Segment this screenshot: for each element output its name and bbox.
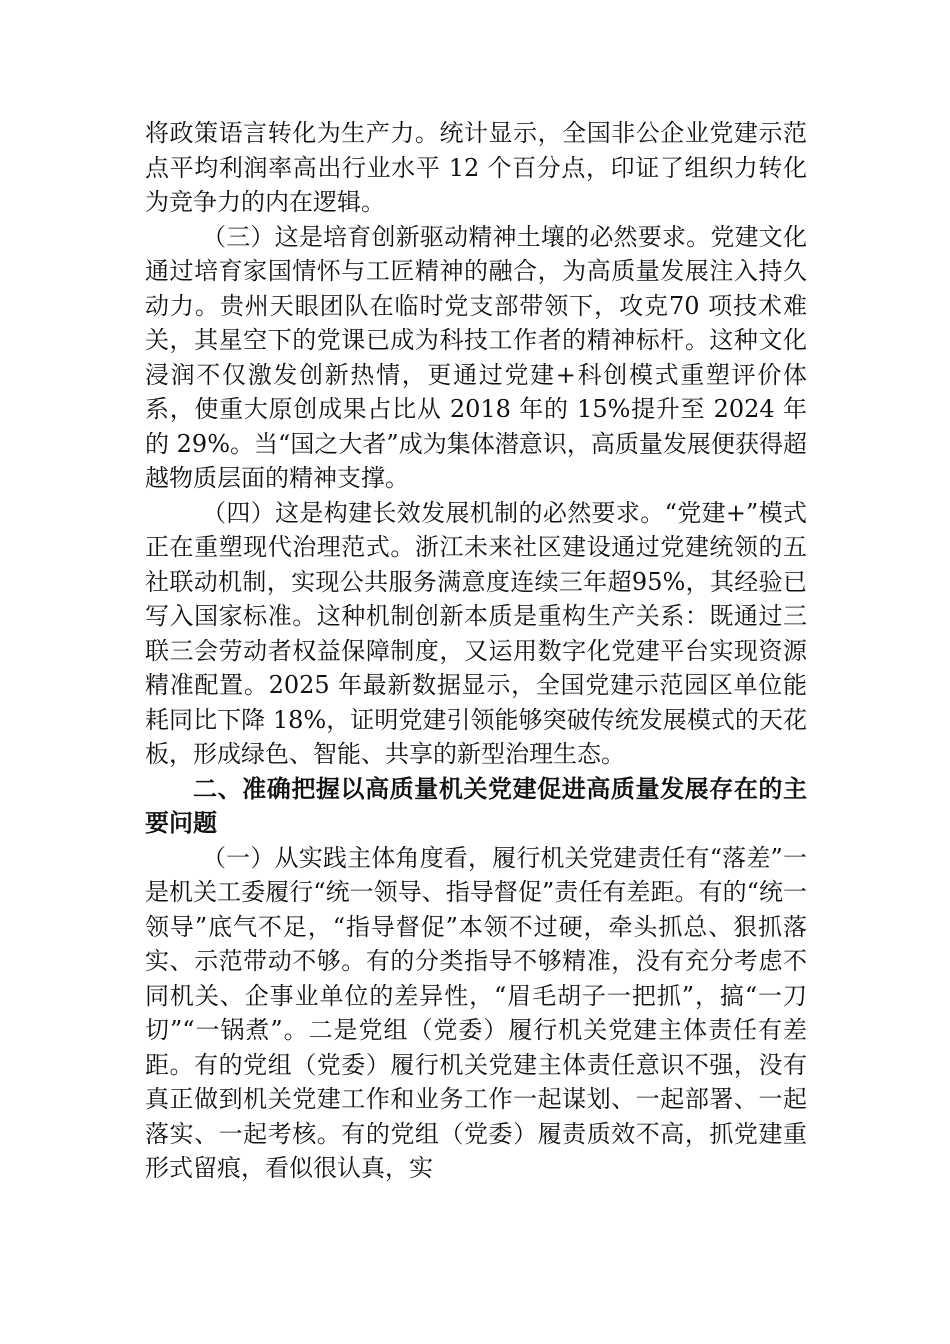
paragraph-problem-one: （一）从实践主体角度看，履行机关党建责任有“落差”一是机关工委履行“统一领导、指导督促”责任有差距。有的“统一领导”底气不足，“指导督促”本领不过硬，牵头抓总、狠抓落实、示范带动不够。有的分类指导不够精准，没有充分考虑不同机关、企事业单位的差异性，“眉毛胡子一把抓”，搞“一刀切”“一锅煮”。二是党组（党委）履行机关党建主体责任有差距。有的党组（党委）履行机关党建主体责任意识不强，没有真正做到机关党建工作和业务工作一起谋划、一起部署、一起落实、一起考核。有的党组（党委）履责质效不高，抓党建重形式留痕，看似很认真，实	[145, 843, 807, 1182]
document-body	[145, 116, 807, 1186]
section-heading-two: 二、准确把握以高质量机关党建促进高质量发展存在的主要问题	[145, 774, 807, 837]
paragraph-section-four: （四）这是构建长效发展机制的必然要求。“党建+”模式正在重塑现代治理范式。浙江未来社区建设通过党建统领的五社联动机制，实现公共服务满意度连续三年超95%，其经验已写入国家标准。这种机制创新本质是重构生产关系：既通过三联三会劳动者权益保障制度，又运用数字化党建平台实现资源精准配置。2025 年最新数据显示，全国党建示范园区单位能耗同比下降 18%，证明党建引领能够突破传统发展模式的天花板，形成绿色、智能、共享的新型治理生态。	[145, 498, 807, 768]
paragraph-continuation: 将政策语言转化为生产力。统计显示，全国非公企业党建示范点平均利润率高出行业水平 12 个百分点，印证了组织力转化为竞争力的内在逻辑。	[145, 119, 807, 216]
paragraph-section-three: （三）这是培育创新驱动精神土壤的必然要求。党建文化通过培育家国情怀与工匠精神的融合，为高质量发展注入持久动力。贵州天眼团队在临时党支部带领下，攻克70 项技术难关，其星空下的党课已成为科技工作者的精神标杆。这种文化浸润不仅激发创新热情，更通过党建+科创模式重塑评价体系，使重大原创成果占比从 2018 年的 15%提升至 2024 年的 29%。当“国之大者”成为集体潜意识，高质量发展便获得超越物质层面的精神支撑。	[145, 222, 807, 492]
